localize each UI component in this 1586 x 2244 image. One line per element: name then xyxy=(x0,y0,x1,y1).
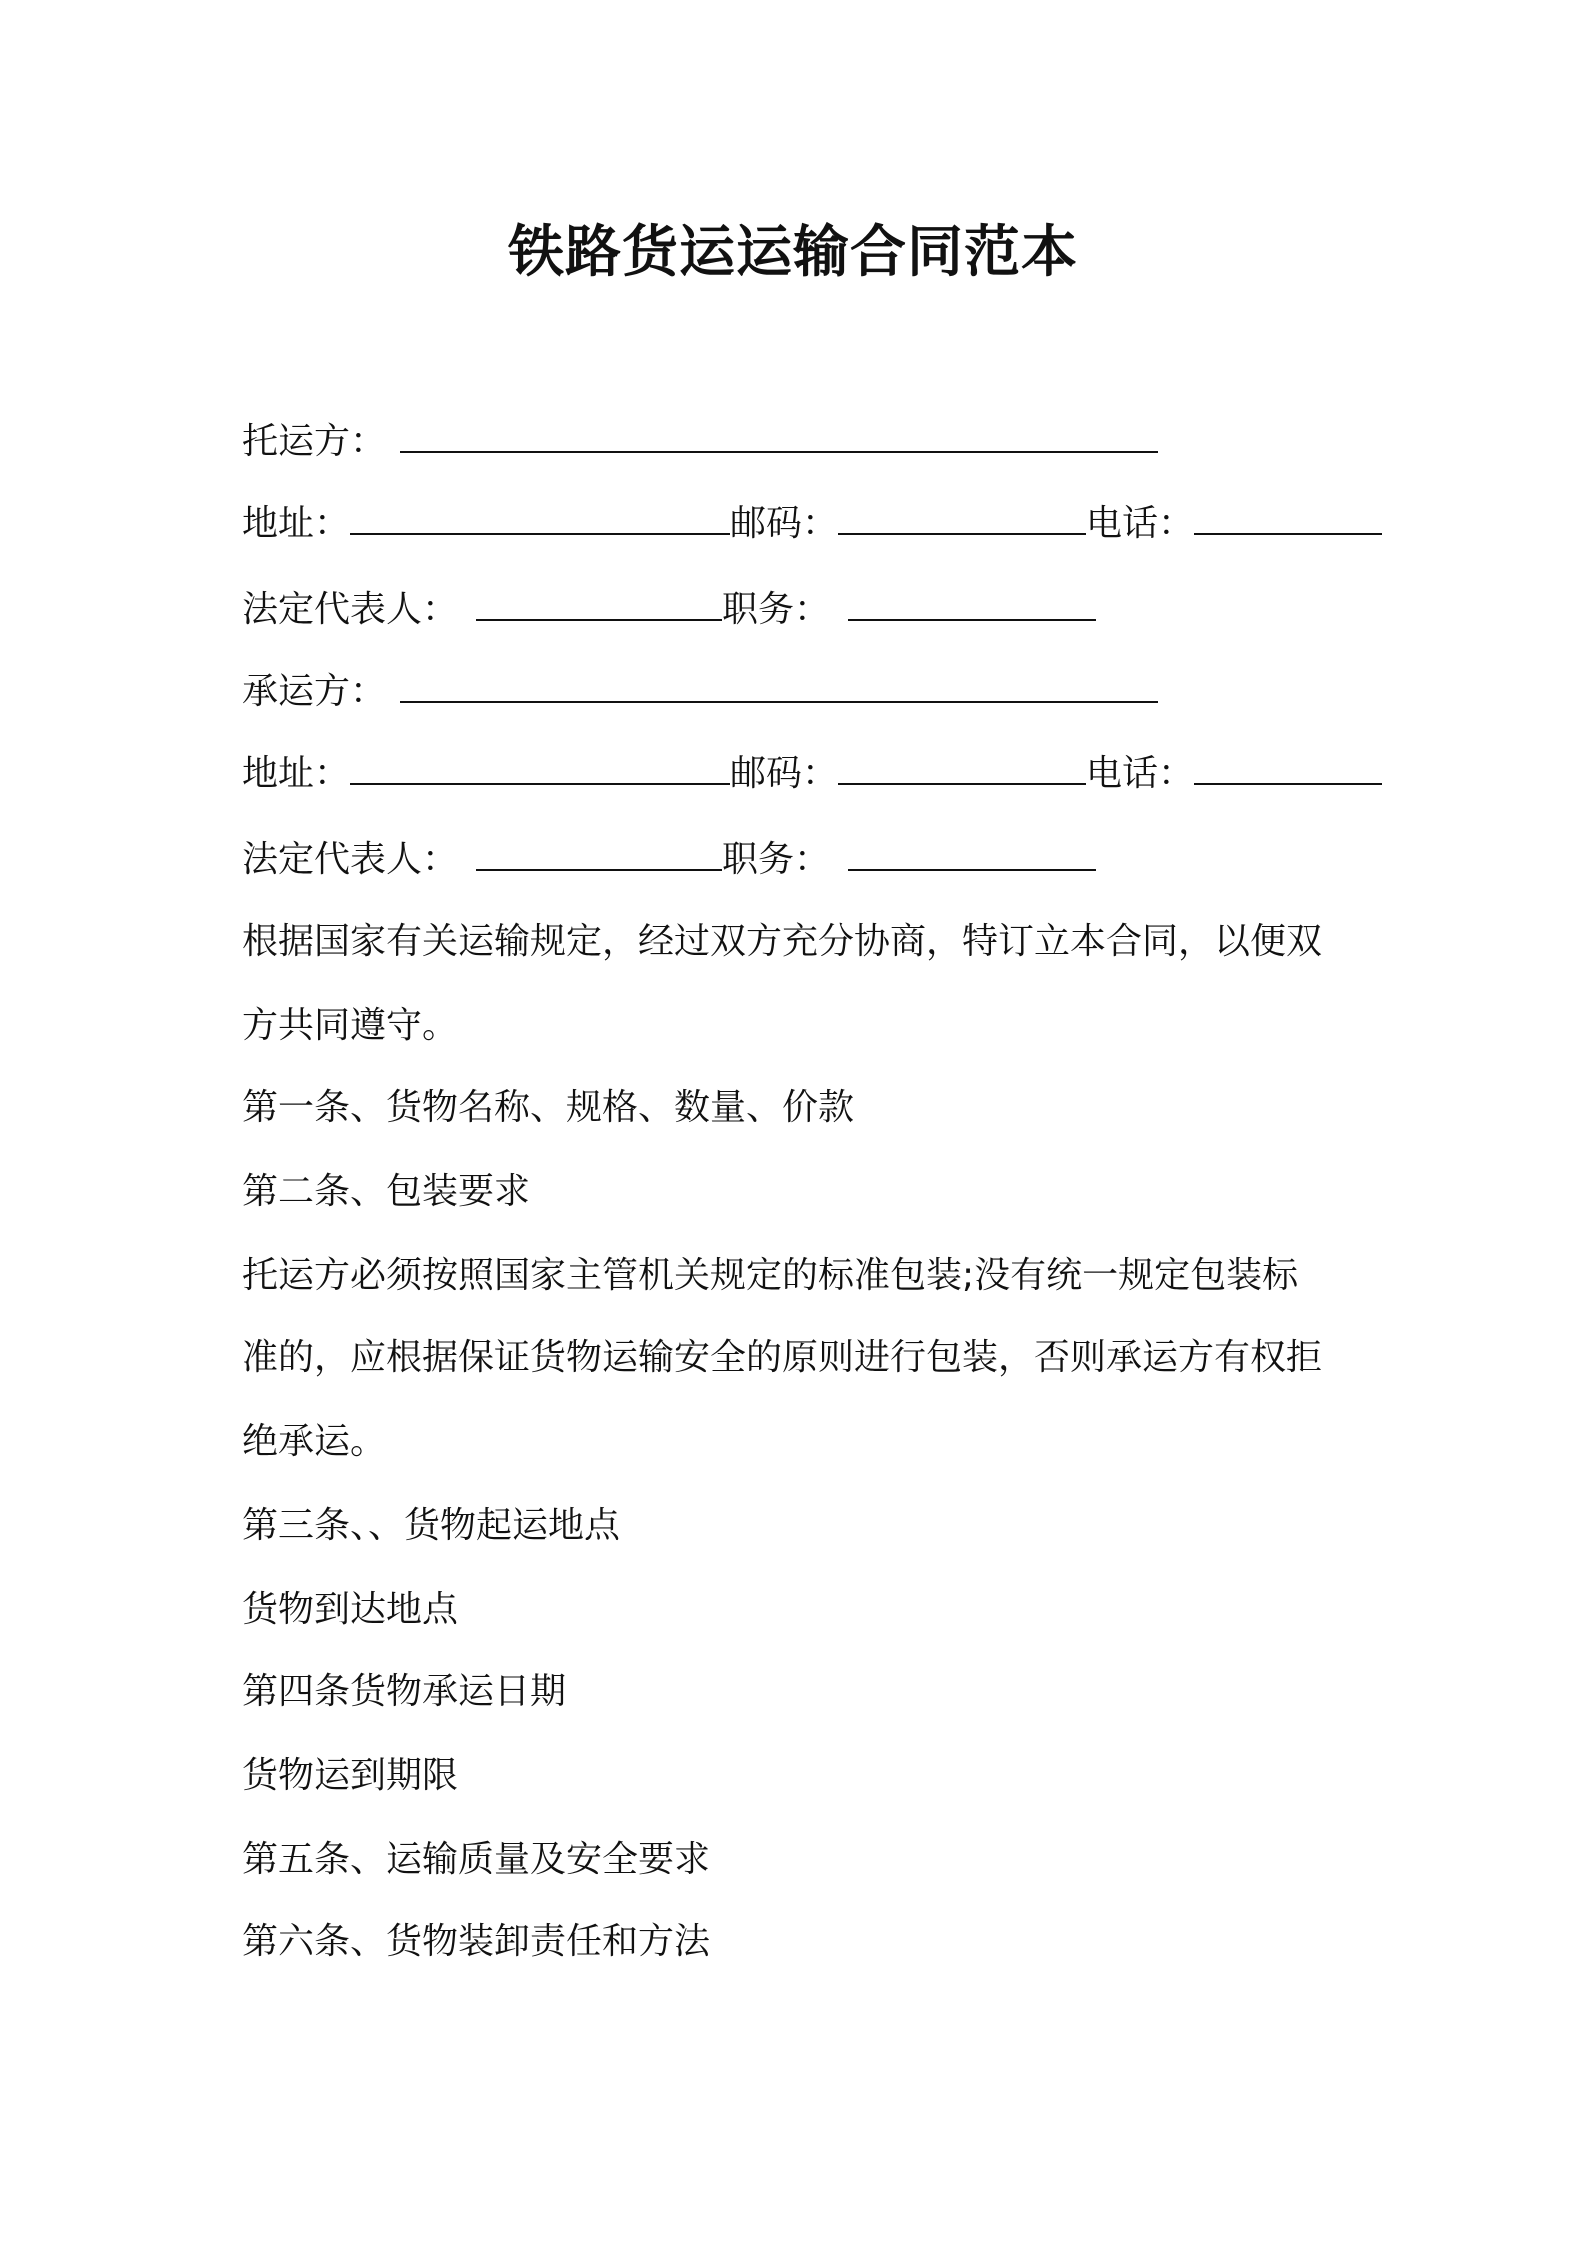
shipper-address-blank xyxy=(350,503,730,535)
carrier-position-label: 职务： xyxy=(722,839,831,880)
carrier-rep-blank xyxy=(476,839,722,871)
carrier-party-blank xyxy=(400,671,1158,703)
shipper-zip-label: 邮码： xyxy=(730,503,839,544)
article-2-heading: 第二条、包装要求 xyxy=(242,1171,531,1212)
article-2-body-line-2: 准的，应根据保证货物运输安全的原则进行包装，否则承运方有权拒 xyxy=(242,1337,1323,1378)
shipper-phone-label: 电话： xyxy=(1086,503,1195,544)
shipper-position-label: 职务： xyxy=(722,589,831,630)
article-6-heading: 第六条、货物装卸责任和方法 xyxy=(242,1921,711,1962)
carrier-rep-line xyxy=(242,836,1096,884)
shipper-contact-line xyxy=(242,500,1382,548)
document-title: 铁路货运运输合同范本 xyxy=(508,220,1078,285)
carrier-phone-blank xyxy=(1194,753,1382,785)
article-4-heading: 第四条货物承运日期 xyxy=(242,1671,567,1712)
carrier-zip-label: 邮码： xyxy=(730,753,839,794)
shipper-party-blank xyxy=(400,421,1158,453)
shipper-rep-blank xyxy=(476,589,722,621)
shipper-phone-blank xyxy=(1194,503,1382,535)
carrier-phone-label: 电话： xyxy=(1086,753,1195,794)
carrier-rep-label: 法定代表人： xyxy=(242,839,459,880)
preamble-line-1: 根据国家有关运输规定，经过双方充分协商，特订立本合同，以便双 xyxy=(242,921,1323,962)
carrier-party-line xyxy=(242,668,1158,716)
article-3-heading: 第三条、、货物起运地点 xyxy=(242,1505,621,1546)
article-1-heading: 第一条、货物名称、规格、数量、价款 xyxy=(242,1087,855,1128)
article-5-heading: 第五条、运输质量及安全要求 xyxy=(242,1839,711,1880)
carrier-contact-line xyxy=(242,750,1382,798)
shipper-party-label: 托运方： xyxy=(242,421,387,462)
article-2-body-line-1: 托运方必须按照国家主管机关规定的标准包装;没有统一规定包装标 xyxy=(242,1255,1299,1296)
shipper-address-label: 地址： xyxy=(242,503,351,544)
article-3-destination: 货物到达地点 xyxy=(242,1589,459,1630)
preamble-line-2: 方共同遵守。 xyxy=(242,1005,459,1046)
carrier-address-label: 地址： xyxy=(242,753,351,794)
shipper-rep-line xyxy=(242,586,1096,634)
carrier-party-label: 承运方： xyxy=(242,671,387,712)
carrier-zip-blank xyxy=(838,753,1086,785)
shipper-rep-label: 法定代表人： xyxy=(242,589,459,630)
carrier-address-blank xyxy=(350,753,730,785)
article-2-body-line-3: 绝承运。 xyxy=(242,1421,387,1462)
shipper-position-blank xyxy=(848,589,1096,621)
carrier-position-blank xyxy=(848,839,1096,871)
article-4-deadline: 货物运到期限 xyxy=(242,1755,459,1796)
shipper-party-line xyxy=(242,418,1158,466)
shipper-zip-blank xyxy=(838,503,1086,535)
